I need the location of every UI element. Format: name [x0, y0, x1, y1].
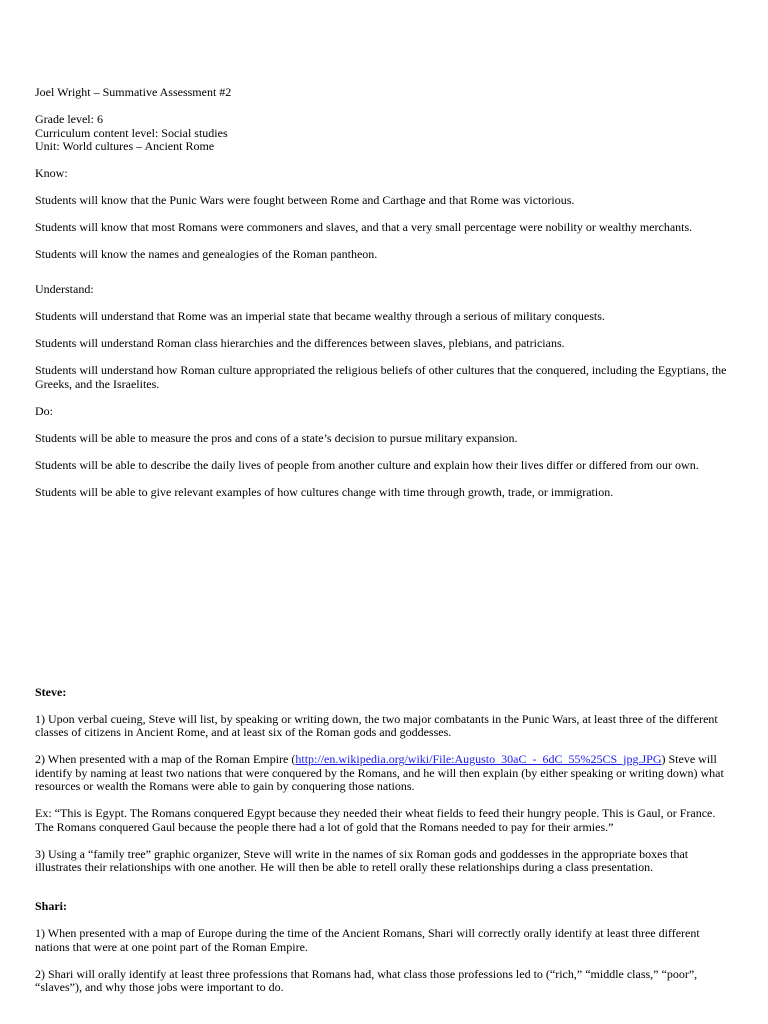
document-title: Joel Wright – Summative Assessment #2 — [35, 85, 232, 99]
unit: Unit: World cultures – Ancient Rome — [35, 139, 215, 153]
do-item: Students will be able to give relevant examples of how cultures change with time through growth, trade, or immigration. — [35, 484, 614, 499]
understand-heading: Understand: — [35, 282, 94, 296]
know-item: Students will know that the Punic Wars were fought between Rome and Carthage and that Rome was victorious. — [35, 193, 575, 207]
understand-item: Students will understand how Roman culture appropriated the religious beliefs of other cultures that the conquered, including the Egyptians, the Greeks, and the Israelites. — [35, 363, 727, 391]
steve-item-2-text-after: ) Steve will identify by naming at least two nations that were conquered by the Romans, and he will then explain (by either speaking or writing down) what resources or wealth the Romans were able to gain by conquering those nations. — [35, 752, 724, 793]
do-heading: Do: — [35, 403, 53, 418]
grade-level: Grade level: 6 — [35, 112, 103, 126]
document-page — [35, 86, 735, 995]
steve-item-2 — [35, 753, 735, 794]
shari-item-1: 1) When presented with a map of Europe during the time of the Ancient Romans, Shari will correctly orally identify at least three different nations that were at one point part of the Roman Empire. — [35, 926, 700, 954]
understand-item: Students will understand that Rome was an imperial state that became wealthy through a serious of military conquests. — [35, 309, 605, 323]
roman-empire-map-link[interactable]: http://en.wikipedia.org/wiki/File:Augusto_30aC_-_6dC_55%25CS_jpg.JPG — [295, 752, 662, 766]
know-item: Students will know the names and genealogies of the Roman pantheon. — [35, 247, 378, 261]
shari-item-2: 2) Shari will orally identify at least three professions that Romans had, what class those professions led to (“rich,” “middle class,” “poor”, “slaves”), and why those jobs were important to do. — [35, 966, 698, 994]
shari-heading: Shari: — [35, 899, 68, 913]
understand-item: Students will understand Roman class hierarchies and the differences between slaves, plebians, and patricians. — [35, 336, 565, 350]
know-item: Students will know that most Romans were commoners and slaves, and that a very small percentage were nobility or wealthy merchants. — [35, 220, 693, 234]
steve-item-2-text-before: 2) When presented with a map of the Roman Empire ( — [35, 752, 296, 766]
steve-item-1: 1) Upon verbal cueing, Steve will list, by speaking or writing down, the two major combatants in the Punic Wars, at least three of the different classes of citizens in Ancient Rome, and at least six of the Roman gods and goddesses. — [35, 711, 718, 739]
steve-item-3: 3) Using a “family tree” graphic organizer, Steve will write in the names of six Roman gods and goddesses in the appropriate boxes that illustrates their relationships with one another. He will then be able to retell orally these relationships during a class presentation. — [35, 846, 689, 874]
know-heading: Know: — [35, 166, 68, 180]
curriculum-level: Curriculum content level: Social studies — [35, 125, 228, 140]
steve-example: Ex: “This is Egypt. The Romans conquered Egypt because they needed their wheat fields to feed their hungry people. This is Gaul, or France. The Romans conquered Gaul because the people there had a lot of gold that the Romans needed to pay for their armies.” — [35, 806, 716, 834]
steve-heading: Steve: — [35, 684, 67, 699]
do-item: Students will be able to measure the pros and cons of a state’s decision to pursue military expansion. — [35, 430, 518, 445]
do-item: Students will be able to describe the daily lives of people from another culture and explain how their lives differ or differed from our own. — [35, 457, 699, 472]
